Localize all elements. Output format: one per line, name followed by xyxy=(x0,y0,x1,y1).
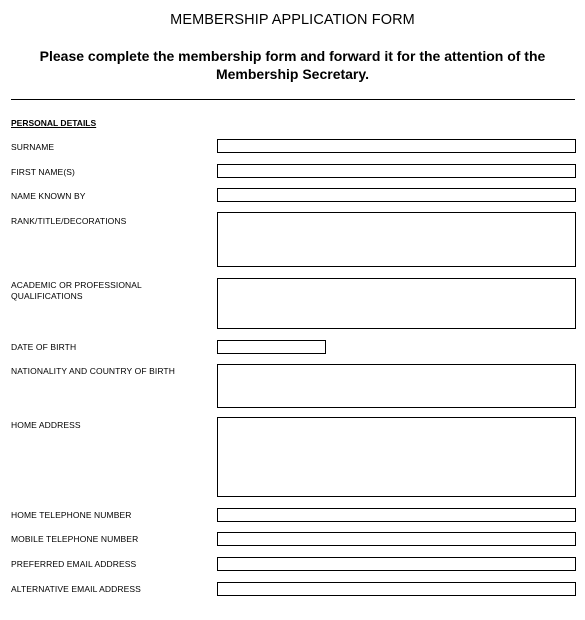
alternative-email-input[interactable] xyxy=(217,582,576,596)
date-of-birth-label: DATE OF BIRTH xyxy=(11,342,77,352)
header-divider xyxy=(11,99,575,100)
home-address-input[interactable] xyxy=(217,417,576,497)
alternative-email-label: ALTERNATIVE EMAIL ADDRESS xyxy=(11,584,141,594)
mobile-telephone-input[interactable] xyxy=(217,532,576,546)
nationality-input[interactable] xyxy=(217,364,576,408)
mobile-telephone-label: MOBILE TELEPHONE NUMBER xyxy=(11,534,139,544)
form-title: MEMBERSHIP APPLICATION FORM xyxy=(170,12,415,28)
name-known-by-label: NAME KNOWN BY xyxy=(11,191,86,201)
qualifications-input[interactable] xyxy=(217,278,576,329)
name-known-by-input[interactable] xyxy=(217,188,576,202)
rank-title-input[interactable] xyxy=(217,212,576,267)
surname-input[interactable] xyxy=(217,139,576,153)
date-of-birth-input[interactable] xyxy=(217,340,326,354)
section-heading-personal-details: PERSONAL DETAILS xyxy=(11,118,97,128)
home-telephone-input[interactable] xyxy=(217,508,576,522)
rank-title-label: RANK/TITLE/DECORATIONS xyxy=(11,216,127,226)
surname-label: SURNAME xyxy=(11,142,55,152)
first-names-label: FIRST NAME(S) xyxy=(11,167,75,177)
qualifications-label: ACADEMIC OR PROFESSIONAL QUALIFICATIONS xyxy=(11,280,142,301)
preferred-email-label: PREFERRED EMAIL ADDRESS xyxy=(11,559,137,569)
form-subtitle: Please complete the membership form and forward it for the attention of the Membership Secretary. xyxy=(39,48,546,82)
preferred-email-input[interactable] xyxy=(217,557,576,571)
home-address-label: HOME ADDRESS xyxy=(11,420,81,430)
nationality-label: NATIONALITY AND COUNTRY OF BIRTH xyxy=(11,366,175,376)
first-names-input[interactable] xyxy=(217,164,576,178)
home-telephone-label: HOME TELEPHONE NUMBER xyxy=(11,510,132,520)
